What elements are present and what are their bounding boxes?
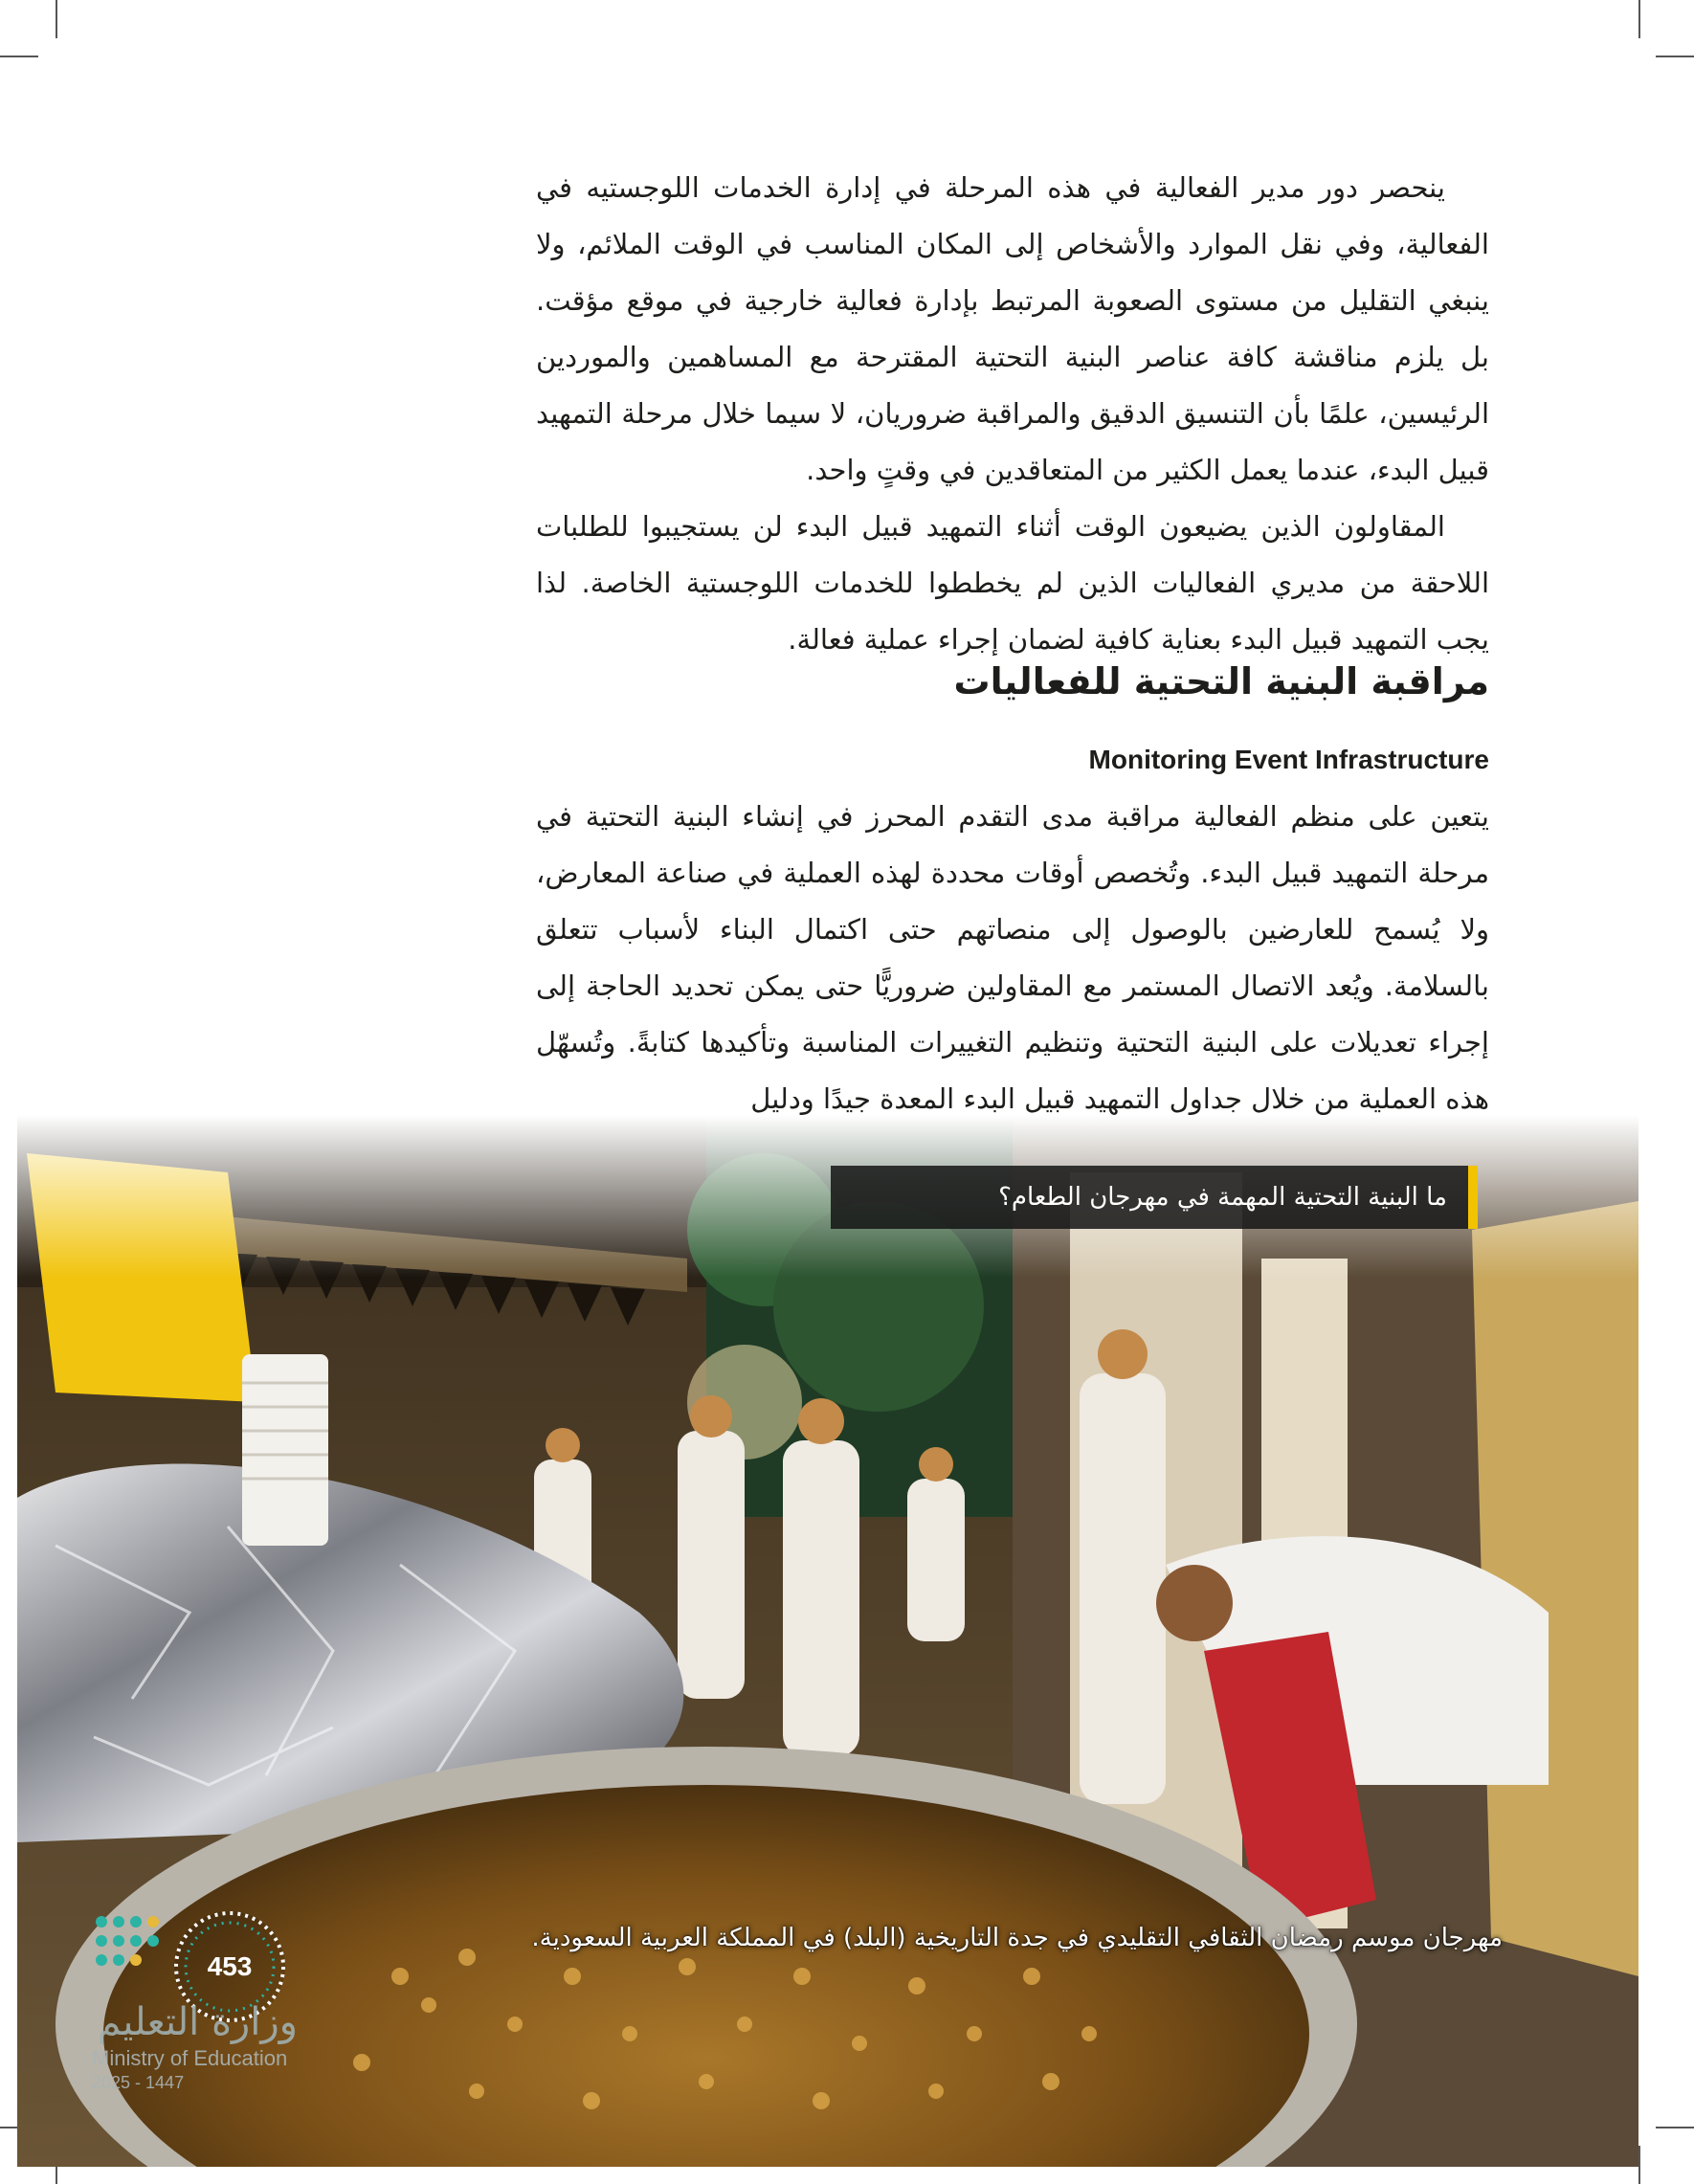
section-title-en: Monitoring Event Infrastructure (1088, 745, 1489, 774)
paragraph: ينحصر دور مدير الفعالية في هذه المرحلة في إدارة الخدمات اللوجستيه في الفعالية، وفي نقل الموارد والأشخاص إلى المكان المناسب في الوقت الملائم، ولا ينبغي التقليل من مستوى الصعوبة المرتبط بإدارة فعالية خارجية في موقع مؤقت. بل يلزم مناقشة كافة عناصر البنية التحتية المقترحة مع المساهمين والموردين الرئيسين، علمًا بأن التنسيق الدقيق والمراقبة ضروريان، لا سيما خلال مرحلة التمهيد قبيل البدء، عندما يعمل الكثير من المتعاقدين في وقتٍ واحد. (536, 171, 1489, 486)
body-text-section (536, 789, 1489, 1127)
paragraph: المقاولون الذين يضيعون الوقت أثناء التمهيد قبيل البدء لن يستجيبوا للطلبات اللاحقة من مديري الفعاليات الذين لم يخططوا للخدمات اللوجستية الخاصة. لذا يجب التمهيد قبيل البدء بعناية كافية لضمان إجراء عملية فعالة. (536, 510, 1489, 656)
photo-question: ما البنية التحتية المهمة في مهرجان الطعام؟ (831, 1166, 1478, 1229)
paragraph: يتعين على منظم الفعالية مراقبة مدى التقدم المحرز في إنشاء البنية التحتية في مرحلة التمهيد قبيل البدء. وتُخصص أوقات محددة لهذه العملية في صناعة المعارض، ولا يُسمح للعارضين بالوصول إلى منصاتهم حتى اكتمال البناء لأسباب تتعلق بالسلامة. ويُعد الاتصال المستمر مع المقاولين ضروريًّا حتى يمكن تحديد الحاجة إلى إجراء تعديلات على البنية التحتية وتنظيم التغييرات المناسبة وتأكيدها كتابةً. وتُسهّل هذه العملية من خلال جداول التمهيد قبيل البدء المعدة جيدًا ودليل (536, 800, 1489, 1115)
body-text-top (536, 160, 1489, 668)
crop-mark (56, 0, 57, 38)
crop-mark (1638, 2146, 1640, 2184)
crop-mark (1656, 2127, 1694, 2128)
photo-caption: مهرجان موسم رمضان الثقافي التقليدي في جدة التاريخية (البلد) في المملكة العربية السعودية. (531, 1924, 1503, 1952)
ministry-logo-en: Ministry of Education (92, 2046, 288, 2070)
crop-mark (0, 56, 38, 57)
page-number: 453 (207, 1951, 253, 1981)
ministry-logo-ar: وزارة التعليم (97, 2000, 298, 2044)
crop-mark (1656, 56, 1694, 57)
ministry-logo-year: 2025 - 1447 (92, 2073, 185, 2092)
section-title-ar: مراقبة البنية التحتية للفعاليات (953, 660, 1489, 702)
crop-mark (1638, 0, 1640, 38)
